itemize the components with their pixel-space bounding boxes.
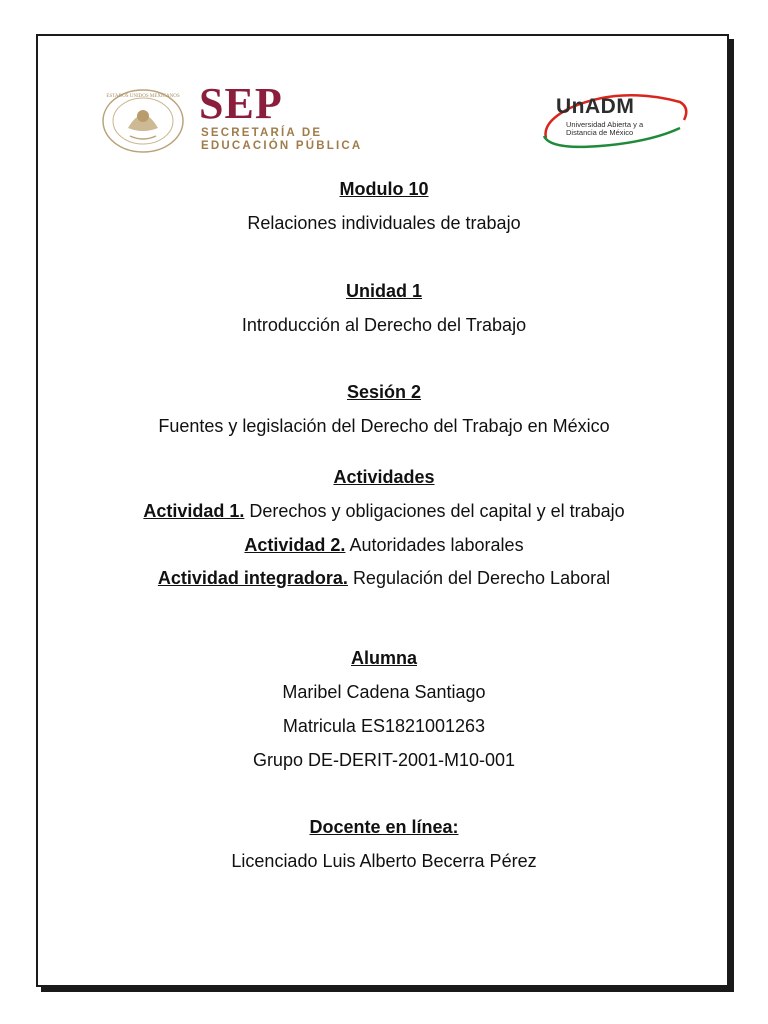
unidad-heading: Unidad 1	[345, 281, 422, 301]
actividades-heading: Actividades	[333, 467, 435, 487]
sep-wordmark: SEP	[199, 79, 283, 128]
sep-subtitle	[201, 127, 362, 153]
actividad-integradora-text: Regulación del Derecho Laboral	[352, 568, 611, 588]
alumna-matricula: Matricula ES1821001263	[282, 716, 486, 736]
sesion-text: Fuentes y legislación del Derecho del Trabajo en México	[158, 416, 610, 436]
sep-logo	[100, 79, 370, 156]
unidad-text: Introducción al Derecho del Trabajo	[241, 315, 527, 335]
alumna-heading: Alumna	[350, 648, 417, 668]
actividad-1-text: Derechos y obligaciones del capital y el trabajo	[249, 501, 625, 521]
actividad-2-label: Actividad 2.	[244, 535, 346, 555]
actividad-integradora	[0, 568, 768, 589]
sep-subtitle-line1: SECRETARÍA DE	[201, 127, 323, 139]
actividad-1	[0, 501, 768, 522]
seal-text: ESTADOS UNIDOS MEXICANOS	[106, 94, 180, 99]
actividad-2-text: Autoridades laborales	[349, 535, 524, 555]
actividad-integradora-label: Actividad integradora.	[157, 568, 348, 588]
alumna-name: Maribel Cadena Santiago	[282, 682, 486, 702]
alumna-grupo: Grupo DE-DERIT-2001-M10-001	[252, 750, 516, 770]
actividad-1-label: Actividad 1.	[143, 501, 245, 521]
modulo-heading: Modulo 10	[339, 179, 429, 199]
unadm-subtitle-line2: Distancia de México	[566, 128, 634, 137]
sesion-heading: Sesión 2	[346, 382, 422, 402]
modulo-text: Relaciones individuales de trabajo	[247, 213, 521, 233]
docente-name: Licenciado Luis Alberto Becerra Pérez	[231, 851, 537, 871]
docente-heading: Docente en línea:	[309, 817, 459, 837]
mexico-seal-icon	[100, 88, 186, 154]
unadm-subtitle-line1: Universidad Abierta y a	[566, 120, 644, 129]
unadm-subtitle	[566, 121, 643, 137]
actividad-2	[0, 535, 768, 556]
sep-subtitle-line2: EDUCACIÓN PÚBLICA	[201, 140, 363, 152]
unadm-logo	[540, 88, 690, 152]
unadm-wordmark: UnADM	[556, 95, 635, 118]
